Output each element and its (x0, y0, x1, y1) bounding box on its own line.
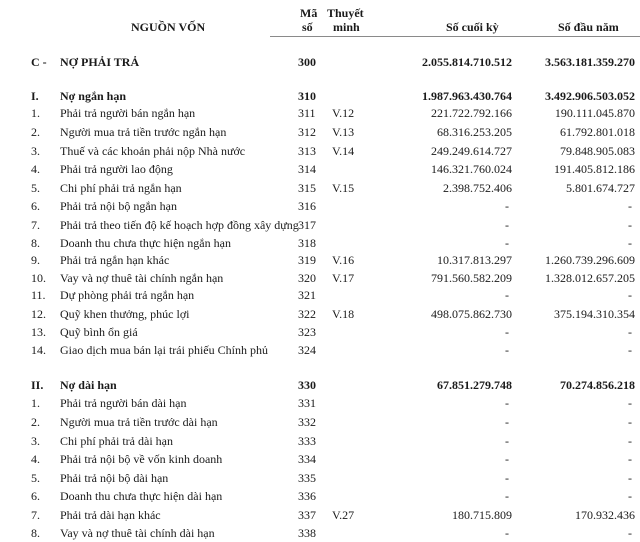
row-note: V.12 (332, 106, 355, 120)
row-begin-value: 61.792.801.018 (560, 125, 635, 139)
row-code: 318 (298, 236, 316, 250)
header-code-line1: Mã (300, 6, 318, 20)
row-number: 7. (31, 218, 40, 232)
row-label: Doanh thu chưa thực hiện dài hạn (60, 489, 223, 503)
row-label: Doanh thu chưa thực hiện ngắn hạn (60, 236, 231, 250)
row-label: Phải trả theo tiến độ kế hoạch hợp đồng xây dựng (60, 218, 299, 232)
table-row (0, 234, 640, 252)
row-number: 9. (31, 253, 40, 267)
row-number: 8. (31, 526, 40, 540)
row-end-value: - (505, 452, 509, 466)
row-label: Phải trả người bán dài hạn (60, 396, 187, 410)
row-end-value: - (505, 288, 509, 302)
row-end-value: - (505, 526, 509, 540)
row-number: 8. (31, 236, 40, 250)
table-row (0, 432, 640, 450)
row-code: 316 (298, 199, 316, 213)
row-end-value: 2.055.814.710.512 (422, 55, 512, 69)
row-begin-value: 79.848.905.083 (560, 144, 635, 158)
row-begin-value: - (628, 288, 632, 302)
row-number: 4. (31, 162, 40, 176)
row-end-value: - (505, 343, 509, 357)
row-begin-value: 70.274.856.218 (560, 378, 635, 392)
row-begin-value: - (628, 325, 632, 339)
row-begin-value: - (628, 434, 632, 448)
row-note: V.15 (332, 181, 355, 195)
row-label: Chi phí phải trả ngắn hạn (60, 181, 182, 195)
row-begin-value: - (628, 343, 632, 357)
row-number: 4. (31, 452, 40, 466)
row-begin-value: 5.801.674.727 (566, 181, 635, 195)
row-end-value: 68.316.253.205 (437, 125, 512, 139)
row-label: Phải trả ngắn hạn khác (60, 253, 170, 267)
row-end-value: - (505, 325, 509, 339)
row-end-value: - (505, 471, 509, 485)
row-begin-value: - (628, 199, 632, 213)
row-begin-value: - (628, 489, 632, 503)
row-note: V.27 (332, 508, 355, 522)
row-begin-value: 3.492.906.503.052 (545, 89, 635, 103)
row-code: 335 (298, 471, 316, 485)
row-label: NỢ PHẢI TRẢ (60, 55, 140, 69)
row-label: Người mua trả tiền trước ngắn hạn (60, 125, 227, 139)
header-end: Số cuối kỳ (446, 20, 499, 34)
row-code: 332 (298, 415, 316, 429)
row-number: 1. (31, 106, 40, 120)
row-begin-value: - (628, 396, 632, 410)
row-number: 2. (31, 415, 40, 429)
row-begin-value: - (628, 471, 632, 485)
table-row (0, 305, 640, 323)
row-number: 14. (31, 343, 46, 357)
table-row (0, 53, 640, 71)
header-code-line2: số (302, 20, 313, 34)
row-end-value: 67.851.279.748 (437, 378, 512, 392)
row-code: 315 (298, 181, 316, 195)
row-end-value: 249.249.614.727 (431, 144, 512, 158)
table-row (0, 142, 640, 160)
row-code: 338 (298, 526, 316, 540)
row-end-value: - (505, 236, 509, 250)
table-row (0, 394, 640, 412)
table-row (0, 104, 640, 122)
table-row (0, 413, 640, 431)
row-end-value: 221.722.792.166 (431, 106, 512, 120)
row-begin-value: - (628, 526, 632, 540)
header-divider (270, 36, 640, 37)
row-label: Phải trả người bán ngắn hạn (60, 106, 196, 120)
row-begin-value: 1.328.012.657.205 (545, 271, 635, 285)
row-number: C - (31, 55, 47, 69)
row-label: Thuế và các khoản phải nộp Nhà nước (60, 144, 246, 158)
row-end-value: 791.560.582.209 (431, 271, 512, 285)
row-end-value: 146.321.760.024 (431, 162, 512, 176)
row-label: Người mua trả tiền trước dài hạn (60, 415, 218, 429)
row-code: 311 (298, 106, 316, 120)
table-row (0, 123, 640, 141)
row-number: 5. (31, 471, 40, 485)
row-number: 3. (31, 144, 40, 158)
row-code: 320 (298, 271, 316, 285)
row-end-value: 1.987.963.430.764 (422, 89, 512, 103)
row-label: Giao dịch mua bán lại trái phiếu Chính phủ (60, 343, 268, 357)
row-end-value: - (505, 415, 509, 429)
row-number: 6. (31, 199, 40, 213)
table-row (0, 341, 640, 359)
row-number: I. (31, 89, 39, 103)
row-label: Phải trả người lao động (60, 162, 173, 176)
row-end-value: - (505, 199, 509, 213)
row-begin-value: 170.932.436 (575, 508, 635, 522)
header-note-line1: Thuyết (327, 6, 364, 20)
table-row (0, 269, 640, 287)
table-row (0, 216, 640, 234)
row-number: 11. (31, 288, 46, 302)
row-begin-value: 3.563.181.359.270 (545, 55, 635, 69)
row-label: Dự phòng phải trả ngắn hạn (60, 288, 195, 302)
header-note-line2: minh (333, 20, 360, 34)
table-row (0, 450, 640, 468)
row-number: 6. (31, 489, 40, 503)
row-number: 10. (31, 271, 46, 285)
table-row (0, 251, 640, 269)
row-begin-value: - (628, 236, 632, 250)
table-row (0, 506, 640, 524)
row-end-value: 498.075.862.730 (431, 307, 512, 321)
row-code: 314 (298, 162, 316, 176)
table-row (0, 197, 640, 215)
table-row (0, 469, 640, 487)
row-code: 331 (298, 396, 316, 410)
row-note: V.17 (332, 271, 355, 285)
row-begin-value: - (628, 452, 632, 466)
row-end-value: - (505, 489, 509, 503)
row-begin-value: 190.111.045.870 (554, 106, 635, 120)
table-row (0, 179, 640, 197)
row-label: Phải trả nội bộ dài hạn (60, 471, 169, 485)
row-code: 333 (298, 434, 316, 448)
row-code: 313 (298, 144, 316, 158)
row-code: 319 (298, 253, 316, 267)
row-label: Nợ dài hạn (60, 378, 117, 392)
table-row (0, 524, 640, 542)
row-label: Phải trả nội bộ về vốn kinh doanh (60, 452, 223, 466)
row-number: 12. (31, 307, 46, 321)
row-label: Quỹ khen thưởng, phúc lợi (60, 307, 190, 321)
header-begin: Số đầu năm (558, 20, 619, 34)
row-code: 334 (298, 452, 316, 466)
row-end-value: 2.398.752.406 (443, 181, 512, 195)
row-code: 337 (298, 508, 316, 522)
row-number: 5. (31, 181, 40, 195)
row-begin-value: - (628, 415, 632, 429)
table-row (0, 286, 640, 304)
row-label: Nợ ngắn hạn (60, 89, 127, 103)
row-begin-value: 375.194.310.354 (554, 307, 635, 321)
row-code: 324 (298, 343, 316, 357)
row-code: 321 (298, 288, 316, 302)
row-end-value: 180.715.809 (452, 508, 512, 522)
row-label: Vay và nợ thuê tài chính dài hạn (60, 526, 215, 540)
row-number: 13. (31, 325, 46, 339)
row-note: V.14 (332, 144, 355, 158)
row-note: V.16 (332, 253, 355, 267)
row-code: 336 (298, 489, 316, 503)
row-label: Phải trả dài hạn khác (60, 508, 161, 522)
row-begin-value: - (628, 218, 632, 232)
row-label: Chi phí phải trả dài hạn (60, 434, 173, 448)
header-source: NGUỒN VỐN (131, 20, 206, 34)
row-end-value: 10.317.813.297 (437, 253, 512, 267)
row-code: 323 (298, 325, 316, 339)
table-row (0, 376, 640, 394)
table-row (0, 323, 640, 341)
row-code: 330 (298, 378, 316, 392)
table-row (0, 160, 640, 178)
row-begin-value: 1.260.739.296.609 (545, 253, 635, 267)
row-number: II. (31, 378, 44, 392)
row-code: 317 (298, 218, 316, 232)
row-label: Vay và nợ thuê tài chính ngắn hạn (60, 271, 224, 285)
row-code: 310 (298, 89, 316, 103)
row-note: V.18 (332, 307, 355, 321)
row-code: 312 (298, 125, 316, 139)
row-number: 7. (31, 508, 40, 522)
row-number: 1. (31, 396, 40, 410)
row-end-value: - (505, 434, 509, 448)
row-end-value: - (505, 218, 509, 232)
table-row (0, 87, 640, 105)
row-code: 322 (298, 307, 316, 321)
row-number: 2. (31, 125, 40, 139)
table-row (0, 487, 640, 505)
row-label: Phải trả nội bộ ngắn hạn (60, 199, 177, 213)
row-begin-value: 191.405.812.186 (554, 162, 635, 176)
row-end-value: - (505, 396, 509, 410)
row-note: V.13 (332, 125, 355, 139)
row-label: Quỹ bình ổn giá (60, 325, 138, 339)
row-code: 300 (298, 55, 316, 69)
row-number: 3. (31, 434, 40, 448)
